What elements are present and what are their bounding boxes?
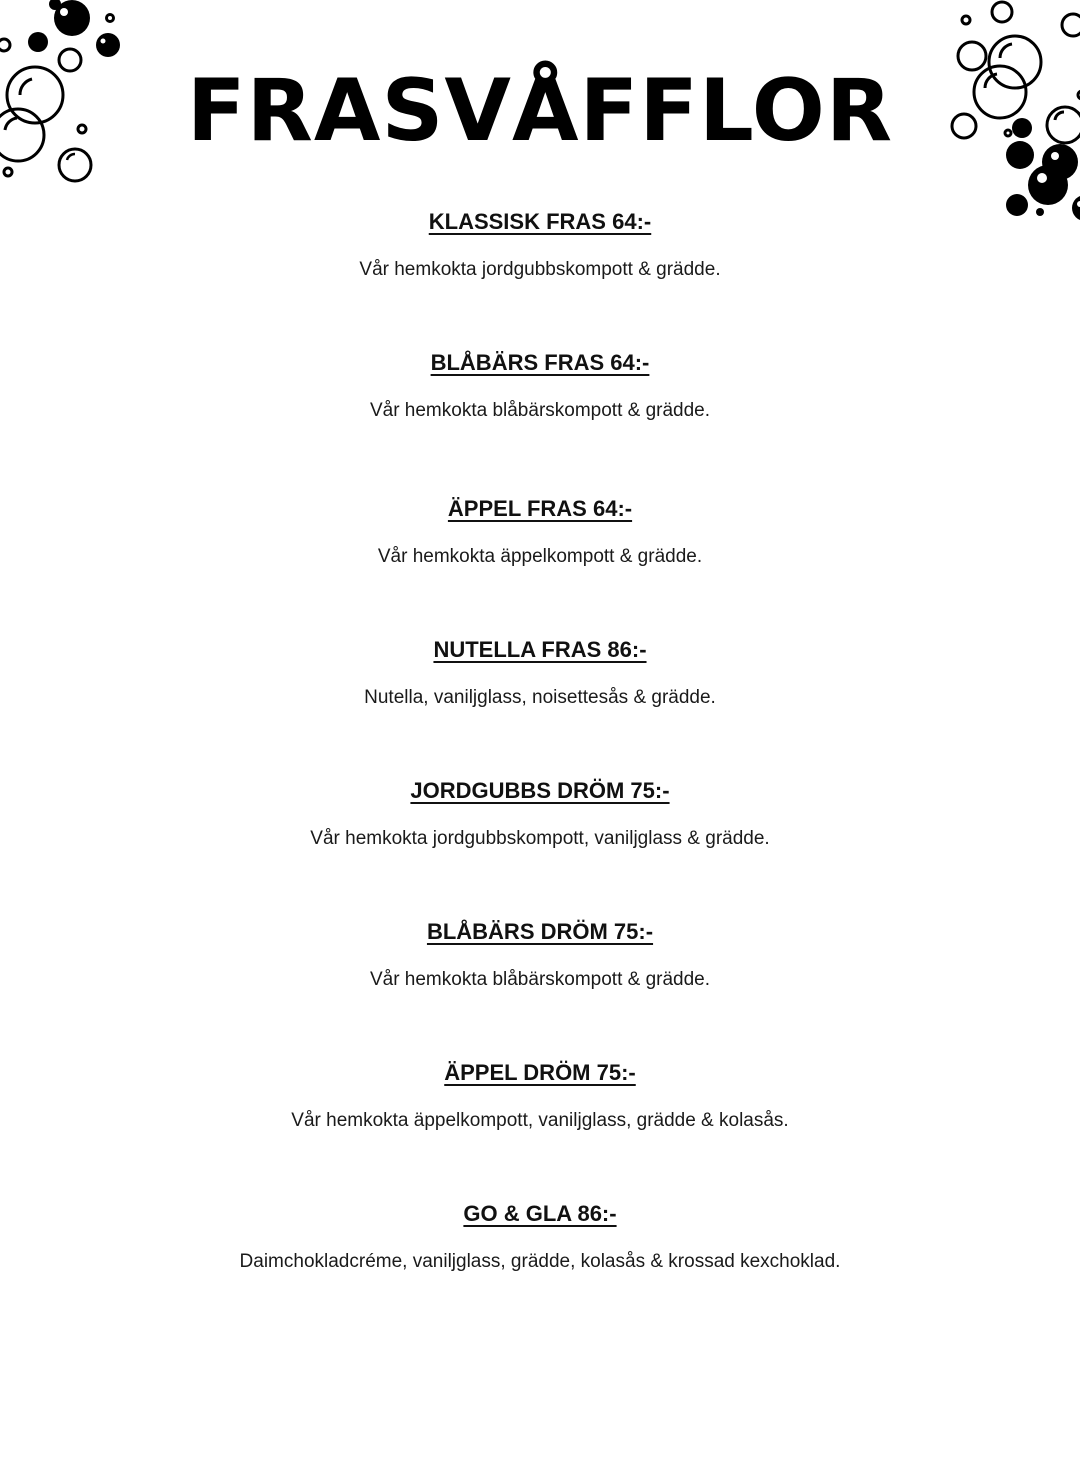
menu-list xyxy=(0,207,1080,1340)
menu-item xyxy=(0,776,1080,917)
menu-item-description: Nutella, vaniljglass, noisettesås & grädde. xyxy=(364,687,716,708)
menu-item-description: Vår hemkokta äppelkompott & grädde. xyxy=(377,546,703,567)
menu-item xyxy=(0,207,1080,348)
menu-item xyxy=(0,917,1080,1058)
menu-item xyxy=(0,1058,1080,1199)
menu-item-name: GO & GLA 86:- xyxy=(463,1201,617,1226)
menu-item-name: JORDGUBBS DRÖM 75:- xyxy=(410,778,670,803)
menu-item-description: Vår hemkokta jordgubbskompott, vaniljglass & grädde. xyxy=(310,828,770,849)
menu-item xyxy=(0,635,1080,776)
menu-item-name: BLÅBÄRS FRAS 64:- xyxy=(430,350,650,375)
menu-item-description: Vår hemkokta jordgubbskompott & grädde. xyxy=(359,259,721,280)
menu-item-description: Vår hemkokta blåbärskompott & grädde. xyxy=(369,969,711,990)
menu-item-name: ÄPPEL FRAS 64:- xyxy=(447,496,633,521)
menu-item xyxy=(0,1199,1080,1340)
menu-item-description: Vår hemkokta blåbärskompott & grädde. xyxy=(369,400,711,421)
menu-item-name: KLASSISK FRAS 64:- xyxy=(428,209,652,234)
menu-item xyxy=(0,494,1080,635)
menu-item-description: Vår hemkokta äppelkompott, vaniljglass, grädde & kolasås. xyxy=(291,1110,789,1131)
menu-item xyxy=(0,348,1080,494)
page-title: FRASVÅFFLOR xyxy=(186,61,894,161)
menu-item-name: NUTELLA FRAS 86:- xyxy=(433,637,647,662)
menu-item-name: BLÅBÄRS DRÖM 75:- xyxy=(426,919,654,944)
menu-item-description: Daimchokladcréme, vaniljglass, grädde, kolasås & krossad kexchoklad. xyxy=(239,1251,841,1272)
menu-item-name: ÄPPEL DRÖM 75:- xyxy=(444,1060,636,1085)
